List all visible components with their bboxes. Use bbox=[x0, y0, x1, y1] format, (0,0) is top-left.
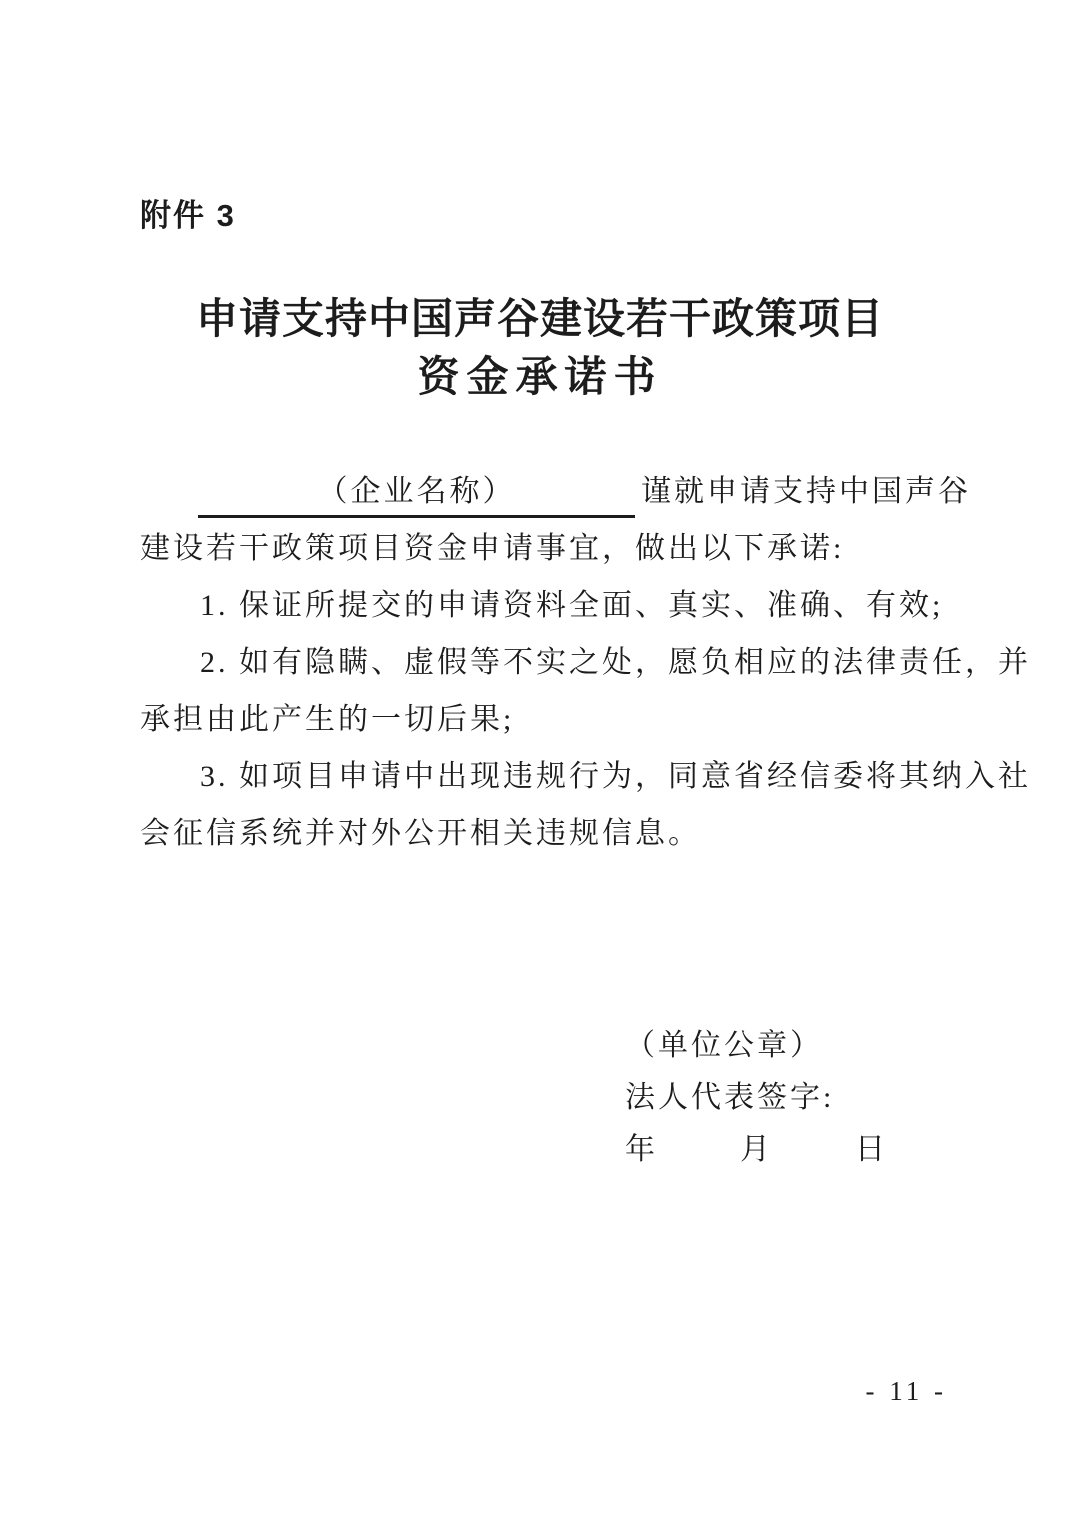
signature-block bbox=[625, 1020, 888, 1176]
company-name-placeholder: （企业名称） bbox=[317, 475, 516, 508]
intro-line-1 bbox=[140, 463, 971, 520]
document-body bbox=[140, 463, 1031, 862]
intro-text-after-blank: 谨就申请支持中国声谷 bbox=[641, 475, 971, 508]
intro-line-2: 建设若干政策项目资金申请事宜，做出以下承诺: bbox=[140, 532, 845, 565]
company-seal-label: （单位公章） bbox=[625, 1029, 823, 1062]
date-line bbox=[625, 1124, 888, 1176]
pledge-item-3-line-1: 3. 如项目申请中出现违规行为，同意省经信委将其纳入社 bbox=[200, 760, 1031, 793]
date-month-label: 月 bbox=[740, 1133, 773, 1166]
pledge-item-2-line-1: 2. 如有隐瞒、虚假等不实之处，愿负相应的法律责任，并 bbox=[200, 646, 1031, 679]
date-year-label: 年 bbox=[625, 1133, 658, 1166]
pledge-item-2-line-2: 承担由此产生的一切后果; bbox=[140, 703, 515, 736]
pledge-item-1: 1. 保证所提交的申请资料全面、真实、准确、有效; bbox=[200, 589, 944, 622]
document-title bbox=[0, 291, 1080, 407]
pledge-item-3-line-2: 会征信系统并对外公开相关违规信息。 bbox=[140, 817, 701, 850]
date-day-label: 日 bbox=[855, 1133, 888, 1166]
attachment-label: 附件 3 bbox=[140, 198, 236, 233]
legal-representative-signature-label: 法人代表签字: bbox=[625, 1081, 835, 1114]
page-number: - 11 - bbox=[865, 1376, 947, 1406]
title-line-1: 申请支持中国声谷建设若干政策项目 bbox=[195, 297, 884, 343]
company-name-blank bbox=[198, 469, 635, 518]
title-line-2: 资金承诺书 bbox=[417, 355, 663, 401]
